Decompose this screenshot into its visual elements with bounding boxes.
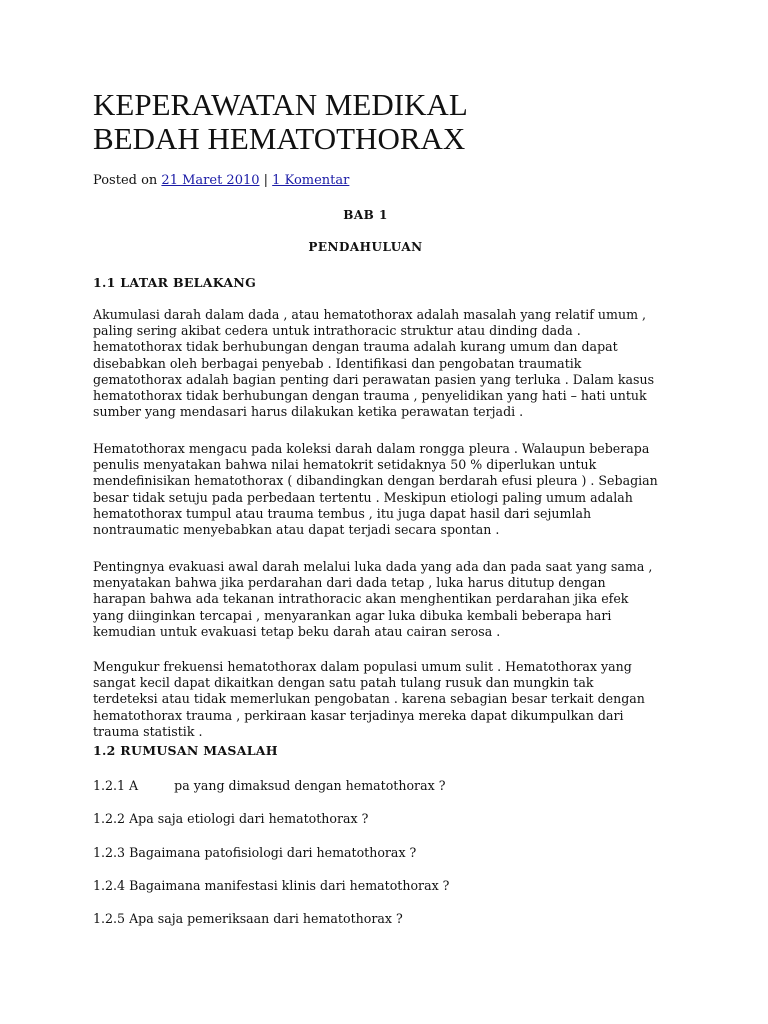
question-number: 1.2.3	[93, 845, 126, 860]
paragraph-2: Hematothorax mengacu pada koleksi darah dalam rongga pleura . Walaupun beberapa penulis menyatakan bahwa nilai hematokrit setidaknya 50 % diperlukan untuk mendefinisikan hematothorax ( dibandingkan dengan berdarah efusi pleura ) . Sebagian besar tidak setuju pada perbedaan tertentu . Meskipun etiologi paling umum adalah hematothorax tumpul atau trauma tembus , itu juga dapat hasil dari sejumlah nontraumatic menyebabkan atau dapat terjadi secara spontan .	[93, 441, 658, 538]
question-number: 1.2.4	[93, 878, 126, 893]
question-text: Apa saja pemeriksaan dari hematothorax ?	[129, 911, 403, 926]
question-text: Bagaimana manifestasi klinis dari hematothorax ?	[129, 878, 450, 893]
page-title	[93, 88, 678, 156]
article	[93, 87, 678, 926]
post-meta	[93, 172, 349, 190]
meta-separator: |	[259, 173, 273, 188]
question-text: Apa saja etiologi dari hematothorax ?	[129, 811, 369, 826]
title-line-1: KEPERAWATAN MEDIKAL	[93, 87, 468, 122]
paragraph-3: Pentingnya evakuasi awal darah melalui luka dada yang ada dan pada saat yang sama , menyatakan bahwa jika perdarahan dari dada tetap , luka harus ditutup dengan harapan bahwa ada tekanan intrathoracic akan menghentikan perdarahan jika efek yang diinginkan tercapai , menyarankan agar luka dibuka kembali beberapa hari kemudian untuk evakuasi tetap beku darah atau cairan serosa .	[93, 559, 653, 639]
question-text: Bagaimana patofisiologi dari hematothorax ?	[129, 845, 417, 860]
question-number: 1.2.5	[93, 911, 126, 926]
question-item	[93, 811, 368, 827]
question-item	[93, 911, 403, 927]
question-number: 1.2.1 A	[93, 778, 139, 793]
chapter-title: PENDAHULUAN	[308, 240, 423, 254]
section-heading-latar-belakang: 1.1 LATAR BELAKANG	[93, 275, 257, 290]
question-item	[93, 845, 416, 861]
question-text: pa yang dimaksud dengan hematothorax ?	[174, 778, 446, 793]
section-heading-rumusan-masalah: 1.2 RUMUSAN MASALAH	[93, 743, 278, 758]
paragraph-1: Akumulasi darah dalam dada , atau hematothorax adalah masalah yang relatif umum , paling sering akibat cedera untuk intrathoracic struktur atau dinding dada . hematothorax tidak berhubungan dengan trauma adalah kurang umum dan dapat disebabkan oleh berbagai penyebab . Identifikasi dan pengobatan traumatik gematothorax adalah bagian penting dari perawatan pasien yang terluka . Dalam kasus hematothorax tidak berhubungan dengan trauma , penyelidikan yang hati – hati untuk sumber yang mendasari harus dilakukan ketika perawatan terjadi .	[93, 307, 655, 420]
comments-link[interactable]: 1 Komentar	[272, 173, 350, 188]
question-item	[93, 778, 445, 794]
question-number: 1.2.2	[93, 811, 126, 826]
post-date-link[interactable]: 21 Maret 2010	[161, 173, 260, 188]
paragraph-4: Mengukur frekuensi hematothorax dalam populasi umum sulit . Hematothorax yang sangat kecil dapat dikaitkan dengan satu patah tulang rusuk dan mungkin tak terdeteksi atau tidak memerlukan pengobatan . karena sebagian besar terkait dengan hematothorax trauma , perkiraan kasar terjadinya mereka dapat dikumpulkan dari trauma statistik .	[93, 659, 645, 739]
chapter-label: BAB 1	[343, 208, 388, 222]
title-line-2: BEDAH HEMATOTHORAX	[93, 121, 466, 156]
posted-prefix: Posted on	[93, 173, 162, 188]
question-item	[93, 878, 449, 894]
